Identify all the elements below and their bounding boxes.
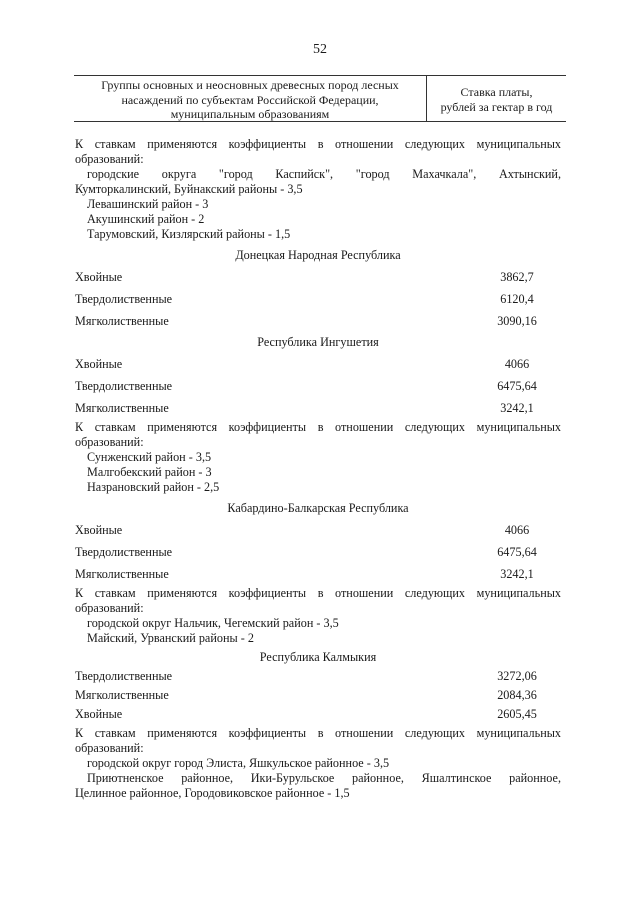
coefficient-intro: К ставкам применяются коэффициенты в отношении следующих муниципальных [75,586,561,600]
region-title: Кабардино-Балкарская Республика [227,501,409,515]
rate-value: 2605,45 [497,707,537,721]
coefficient-intro: образований: [75,741,144,755]
species-name: Мягколиственные [75,401,169,415]
coefficient-intro: образований: [75,435,144,449]
rate-value: 4066 [504,523,530,537]
rate-row [75,669,561,684]
coefficient-intro: образований: [75,152,144,166]
coefficient-intro: К ставкам применяются коэффициенты в отношении следующих муниципальных [75,420,561,434]
rate-value: 6475,64 [497,379,537,393]
coefficient-item: Малгобекский район - 3 [87,465,212,479]
coefficient-item: Назрановский район - 2,5 [87,480,220,494]
coefficient-intro: образований: [75,601,144,615]
rate-row [75,707,561,722]
header-line: насаждений по субъектам Российской Федерации, [121,92,379,107]
species-name: Мягколиственные [75,567,169,581]
rate-value: 3242,1 [500,401,534,415]
coefficient-item: городской округ Нальчик, Чегемский район - 3,5 [87,616,339,630]
page-number: 52 [313,42,327,57]
coefficient-item: городской округ город Элиста, Яшкульское районное - 3,5 [87,756,390,770]
species-name: Хвойные [75,523,123,537]
rate-row [75,401,561,416]
rate-row [75,357,561,372]
rate-row [75,567,561,582]
coefficient-item: Майский, Урванский районы - 2 [87,631,254,645]
species-name: Хвойные [75,357,123,371]
document-body [75,137,561,801]
rate-value: 3272,06 [497,669,537,683]
coefficient-item: Тарумовский, Кизлярский районы - 1,5 [87,227,291,241]
header-line: Группы основных и неосновных древесных пород лесных [101,78,399,92]
header-column-species-groups [74,76,427,121]
rate-value: 3242,1 [500,567,534,581]
header-line: рублей за гектар в год [440,99,553,114]
rate-row [75,688,561,703]
species-name: Твердолиственные [75,379,173,393]
region-title: Республика Ингушетия [257,335,379,349]
species-name: Твердолиственные [75,292,173,306]
coefficient-item: городские округа "город Каспийск", "город Махачкала", Ахтынский, [87,167,561,181]
rate-value: 3862,7 [500,270,534,284]
header-table [74,75,566,122]
rate-value: 6475,64 [497,545,537,559]
header-column-rate [427,76,566,121]
region-title: Республика Калмыкия [259,650,377,664]
coefficient-item: Сунженский район - 3,5 [87,450,212,464]
coefficient-item: Целинное районное, Городовиковское районное - 1,5 [75,786,350,800]
rate-value: 3090,16 [497,314,537,328]
species-name: Хвойные [75,270,123,284]
rate-row [75,523,561,538]
rate-row [75,270,561,285]
coefficient-item: Кумторкалинский, Буйнакский районы - 3,5 [75,182,303,196]
coefficient-item: Приютненское районное, Ики-Бурульское районное, Яшалтинское районное, [87,771,561,785]
rate-row [75,379,561,394]
rate-value: 6120,4 [500,292,534,306]
rate-value: 4066 [504,357,530,371]
rate-row [75,545,561,560]
species-name: Мягколиственные [75,314,169,328]
species-name: Мягколиственные [75,688,169,702]
species-name: Твердолиственные [75,669,173,683]
header-line: Ставка платы, [460,85,533,99]
species-name: Хвойные [75,707,123,721]
coefficient-intro: К ставкам применяются коэффициенты в отношении следующих муниципальных [75,726,561,740]
header-line: муниципальным образованиям [170,107,330,121]
rate-row [75,292,561,307]
coefficient-intro: К ставкам применяются коэффициенты в отношении следующих муниципальных [75,137,561,151]
rate-value: 2084,36 [497,688,537,702]
region-title: Донецкая Народная Республика [235,248,401,262]
coefficient-item: Левашинский район - 3 [87,197,209,211]
coefficient-item: Акушинский район - 2 [87,212,205,226]
species-name: Твердолиственные [75,545,173,559]
rate-row [75,314,561,329]
